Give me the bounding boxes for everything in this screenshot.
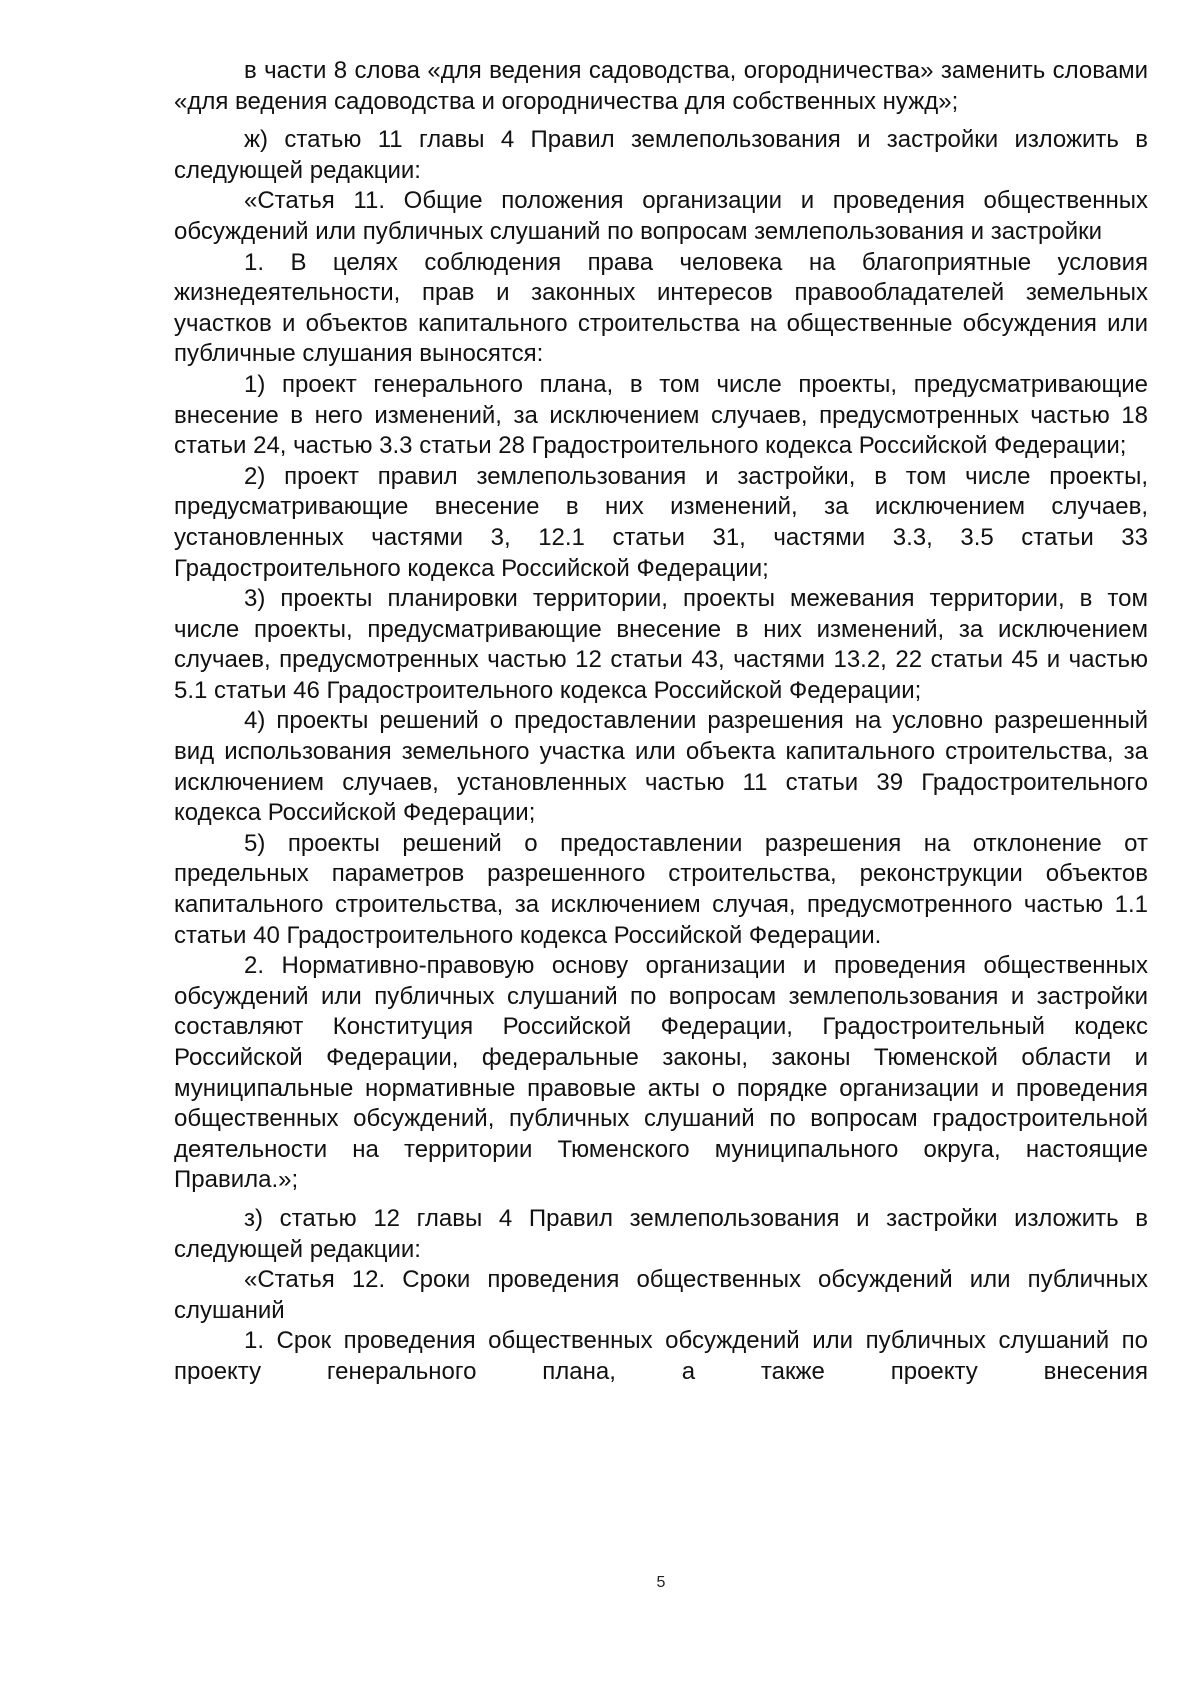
paragraph-amend-article-12: з) статью 12 главы 4 Правил землепользования и застройки изложить в следующей редакции:: [174, 1204, 1148, 1263]
article-12-heading: «Статья 12. Сроки проведения общественных обсуждений или публичных слушаний: [174, 1266, 1148, 1324]
article-11-item-5: 5) проекты решений о предоставлении разрешения на отклонение от предельных параметров разрешенного строительства, реконструкции объектов капитального строительства, за исключением случая, предусмотренного частью 1.1 статьи 40 Градостроительного кодекса Российской Федерации.: [174, 829, 1148, 949]
paragraph-amend-article-11: ж) статью 11 главы 4 Правил землепользования и застройки изложить в следующей редакции:: [174, 126, 1148, 184]
article-11-item-4: 4) проекты решений о предоставлении разрешения на условно разрешенный вид использования земельного участка или объекта капитального строительства, за исключением случаев, установленных частью 11 статьи 39 Градостроительного кодекса Российской Федерации;: [174, 707, 1148, 827]
article-11-heading: «Статья 11. Общие положения организации и проведения общественных обсуждений или публичных слушаний по вопросам землепользования и застройки: [174, 187, 1148, 245]
article-12-clause-1: 1. Срок проведения общественных обсуждений или публичных слушаний по проекту генерального плана, а также проекту внесения: [174, 1327, 1148, 1385]
article-11-item-1: 1) проект генерального плана, в том числе проекты, предусматривающие внесение в него изменений, за исключением случаев, предусмотренных частью 18 статьи 24, частью 3.3 статьи 28 Градостроительного кодекса Российской Федерации;: [174, 370, 1148, 460]
article-11-item-3: 3) проекты планировки территории, проекты межевания территории, в том числе проекты, предусматривающие внесение в них изменений, за исключением случаев, предусмотренных частью 12 статьи 43, частями 13.2, 22 статьи 45 и частью 5.1 статьи 46 Градостроительного кодекса Российской Федерации;: [174, 585, 1148, 704]
document-page: [174, 56, 1148, 1388]
article-11-clause-1: 1. В целях соблюдения права человека на благоприятные условия жизнедеятельности, прав и законных интересов правообладателей земельных участков и объектов капитального строительства на общественные обсуждения или публичные слушания выносятся:: [174, 248, 1148, 368]
page-number: 5: [656, 1574, 666, 1591]
article-11-item-2: 2) проект правил землепользования и застройки, в том числе проекты, предусматривающие внесение в них изменений, за исключением случаев, установленных частями 3, 12.1 статьи 31, частями 3.3, 3.5 статьи 33 Градостроительного кодекса Российской Федерации;: [174, 462, 1148, 582]
paragraph-part-8-replacement: в части 8 слова «для ведения садоводства, огородничества» заменить словами «для ведения садоводства и огородничества для собственных нужд»;: [174, 57, 1148, 115]
article-11-clause-2: 2. Нормативно-правовую основу организации и проведения общественных обсуждений или публичных слушаний по вопросам землепользования и застройки составляют Конституция Российской Федерации, Градостроительный кодекс Российской Федерации, федеральные законы, законы Тюменской области и муниципальные нормативные правовые акты о порядке организации и проведения общественных обсуждений, публичных слушаний по вопросам градостроительной деятельности на территории Тюменского муниципального округа, настоящие Правила.»;: [174, 952, 1148, 1194]
